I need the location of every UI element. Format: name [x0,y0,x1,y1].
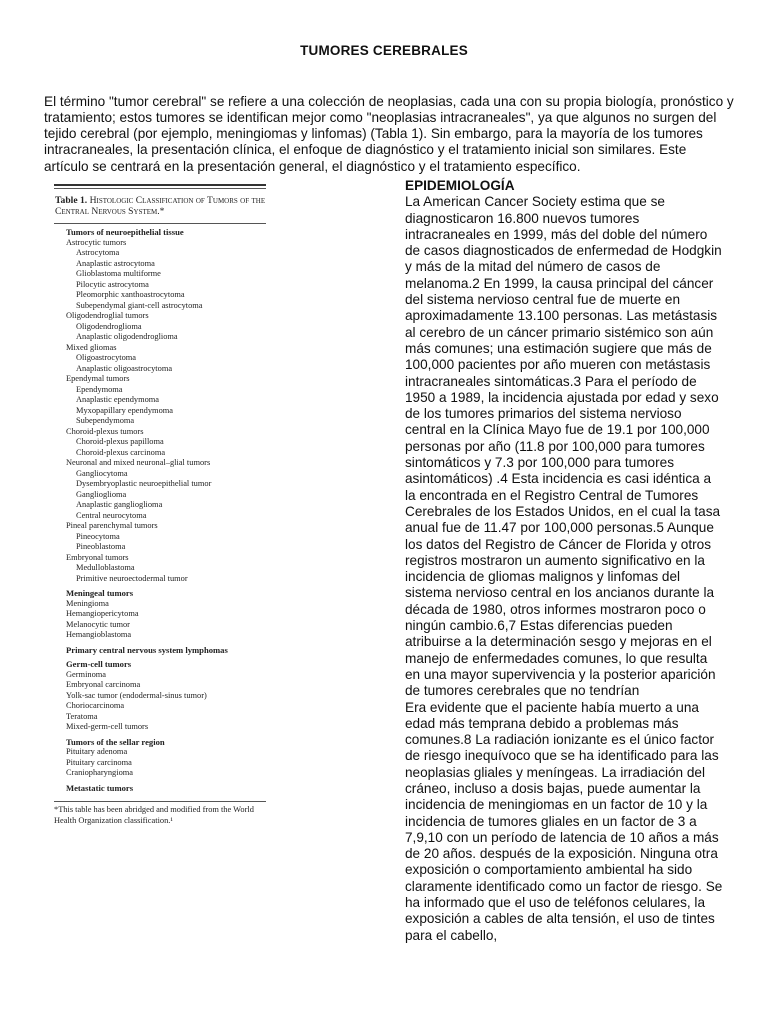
table-row: Mixed gliomas [66,342,117,352]
epidemiology-section [405,178,725,944]
intro-paragraph: El término "tumor cerebral" se refiere a una colección de neoplasias, cada una con su propia biología, pronóstico y tratamiento; estos tumores se identifican mejor como "neoplasias intracraneales", ya que algunos no surgen del tejido cerebral (por ejemplo, meningiomas y linfomas) (Tabla 1). Sin embargo, para la mayoría de los tumores intracraneales, la presentación clínica, el enfoque de diagnóstico y el tratamiento inicial son similares. Este artículo se centrará en la presentación general, el diagnóstico y el tratamiento específico. [44,93,734,174]
table-row: Pineocytoma [76,531,120,541]
table-row: Anaplastic ependymoma [76,395,160,405]
table-row: Oligoastrocytoma [76,353,137,363]
table-row: Central neurocytoma [76,510,147,520]
table-row: Pituitary adenoma [66,747,128,757]
table-label: Table 1. [55,195,88,206]
table-row: Pineal parenchymal tumors [66,521,158,531]
table-row: Pilocytic astrocytoma [76,279,149,289]
table-row: Anaplastic oligodendroglioma [76,332,178,342]
table-row: Embryonal tumors [66,552,129,562]
table-caption [54,189,266,224]
table-row: Anaplastic ganglioglioma [76,500,163,510]
table-top-rule [54,184,266,186]
table-row: Pleomorphic xanthoastrocytoma [76,290,185,300]
table-section-header: Tumors of the sellar region [66,736,165,747]
table-row: Melanocytic tumor [66,619,130,629]
table-row: Ependymoma [76,384,123,394]
table-row: Mixed-germ-cell tumors [66,722,149,732]
table-caption-text: Histologic Classification of Tumors of the Central Nervous System.* [55,195,266,218]
classification-table [54,184,266,826]
table-footnote: *This table has been abridged and modified from the World Health Organization classification.¹ [54,805,254,825]
table-row: Hemangiopericytoma [66,609,139,619]
table-row: Choroid-plexus carcinoma [76,447,166,457]
table-row: Dysembryoplastic neuroepithelial tumor [76,479,212,489]
table-row: Myxopapillary ependymoma [76,405,173,415]
table-row: Ganglioglioma [76,489,127,499]
table-row: Pituitary carcinoma [66,757,132,767]
table-row: Oligodendroglioma [76,321,142,331]
table-section-header: Tumors of neuroepithelial tissue [66,227,184,238]
table-row: Ependymal tumors [66,374,130,384]
page-title: TUMORES CEREBRALES [300,43,468,58]
table-section-header: Metastatic tumors [66,782,134,793]
table-rows [54,227,266,793]
table-row: Germinoma [66,669,107,679]
table-row: Yolk-sac tumor (endodermal-sinus tumor) [66,690,207,700]
table-row: Embryonal carcinoma [66,680,141,690]
table-row: Choriocarcinoma [66,701,125,711]
table-row: Choroid-plexus papilloma [76,437,164,447]
table-row: Subependymoma [76,416,135,426]
epidemiology-paragraph-2: Era evidente que el paciente había muerto a una edad más temprana debido a problemas más comunes.8 La radiación ionizante es el único factor de riesgo inequívoco que se ha identificado para las neoplasias gliales y meníngeas. La irradiación del cráneo, incluso a dosis bajas, puede aumentar la incidencia de meningiomas en un factor de 10 y la incidencia de tumores gliales en un factor de 3 a 7,9,10 con un período de latencia de 10 años a más de 20 años. después de la exposición. Ninguna otra exposición o comportamiento ambiental ha sido claramente identificado como un factor de riesgo. Se ha informado que el uso de teléfonos celulares, la exposición a cables de alta tensión, el uso de tintes para el cabello, [405,699,723,943]
table-row: Pineoblastoma [76,542,126,552]
table-row: Anaplastic oligoastrocytoma [76,363,173,373]
table-row: Glioblastoma multiforme [76,269,161,279]
table-row: Astrocytoma [76,248,120,258]
table-row: Neuronal and mixed neuronal–glial tumors [66,458,211,468]
table-row: Astrocytic tumors [66,237,127,247]
table-row: Gangliocytoma [76,468,128,478]
table-row: Oligodendroglial tumors [66,311,149,321]
table-row: Craniopharyngioma [66,768,133,778]
table-row: Choroid-plexus tumors [66,426,144,436]
table-row: Hemangioblastoma [66,630,132,640]
table-row: Medulloblastoma [76,563,135,573]
table-bottom-rule [54,801,266,802]
table-section-header: Meningeal tumors [66,588,134,599]
table-row: Anaplastic astrocytoma [76,258,155,268]
table-section-header: Germ-cell tumors [66,659,132,670]
table-section-header: Primary central nervous system lymphomas [66,644,228,655]
table-row: Meningioma [66,598,109,608]
epidemiology-heading: EPIDEMIOLOGÍA [405,178,515,193]
epidemiology-paragraph-1: La American Cancer Society estima que se diagnosticaron 16.800 nuevos tumores intracraneales en 1999, más del doble del número de casos diagnosticados de enfermedad de Hodgkin y más de la mitad del número de casos de melanoma.2 En 1999, la causa principal del cáncer del sistema nervioso central fue de muerte en aproximadamente 13.100 personas. Las metástasis al cerebro de un cáncer primario sistémico son aún más comunes; una estimación sugiere que más de 100,000 pacientes por año mueren con metástasis intracraneales sintomáticas.3 Para el período de 1950 a 1989, la incidencia ajustada por edad y sexo de los tumores primarios del sistema nervioso central en la Clínica Mayo fue de 19.1 por 100,000 personas por año (11.8 por 100,000 para tumores sintomáticos y 7.3 por 100,000 para tumores asintomáticos) .4 Esta incidencia es casi idéntica a la encontrada en el Registro Central de Tumores Cerebrales de los Estados Unidos, en el cual la tasa anual fue de 11.47 por 100,000 personas.5 Aunque los datos del Registro de Cáncer de Florida y otros registros mostraron un aumento significativo en la incidencia de gliomas malignos y linfomas del sistema nervioso central en los ancianos durante la década de 1980, otros informes mostraron poco o ningún cambio.6,7 Estas diferencias pueden atribuirse a la determinación sesgo y mejoras en el manejo de enfermedades comunes, lo que resulta en una mayor supervivencia y la posterior aparición de tumores cerebrales que no tendrían [405,194,722,699]
table-row: Teratoma [66,711,98,721]
table-row: Primitive neuroectodermal tumor [76,573,188,583]
table-row: Subependymal giant-cell astrocytoma [76,300,203,310]
